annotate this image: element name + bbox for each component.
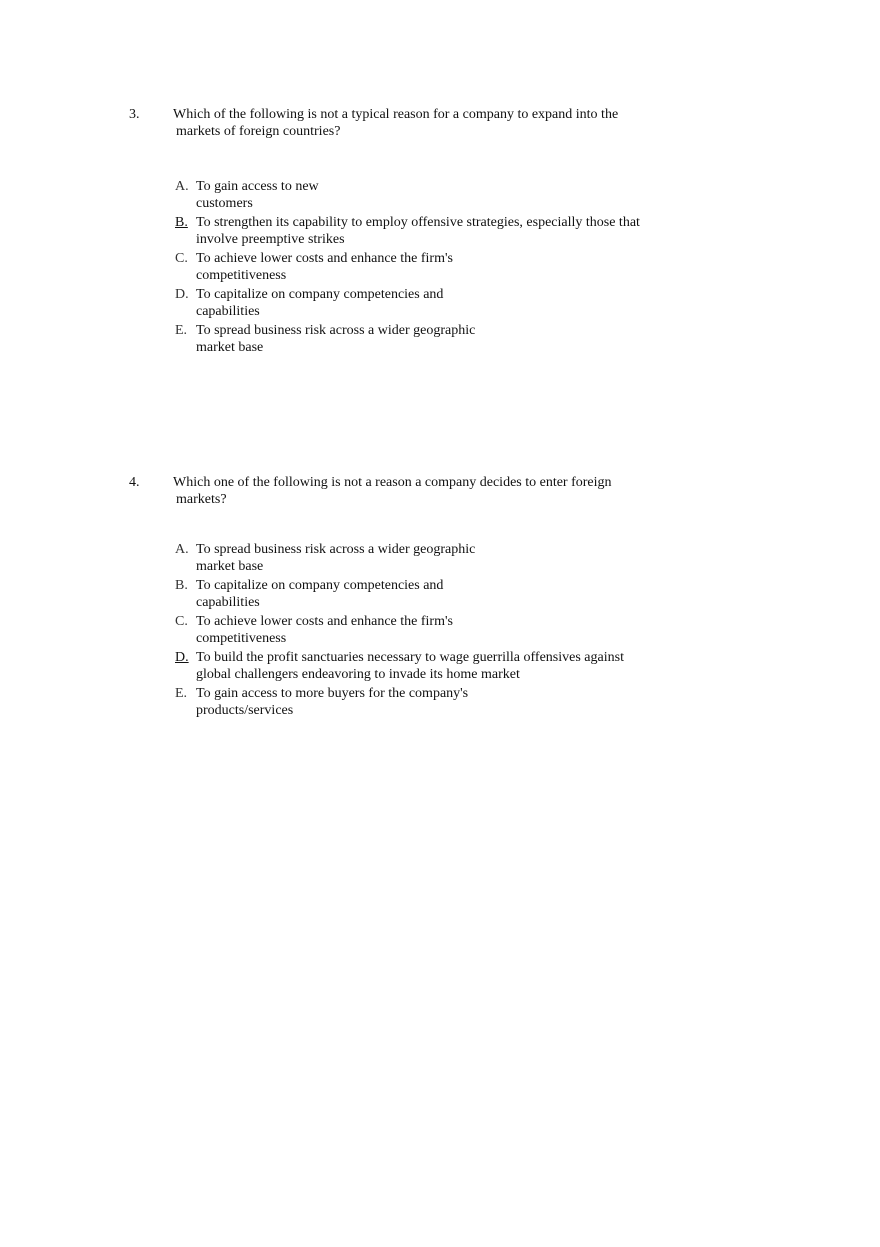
option-letter-correct: B. bbox=[175, 215, 188, 230]
question-header bbox=[129, 474, 689, 508]
option-d bbox=[129, 649, 689, 683]
option-c bbox=[129, 250, 689, 284]
option-letter: E. bbox=[175, 686, 188, 701]
question-4 bbox=[129, 474, 689, 721]
question-3 bbox=[129, 106, 689, 358]
option-text: To achieve lower costs and enhance the firm's competitiveness bbox=[196, 251, 453, 283]
option-e bbox=[129, 322, 689, 356]
option-text: To spread business risk across a wider geographic market base bbox=[196, 542, 476, 574]
option-c bbox=[129, 613, 689, 647]
option-letter: D. bbox=[175, 287, 189, 302]
option-letter: A. bbox=[175, 542, 189, 557]
option-e bbox=[129, 685, 689, 719]
option-letter: B. bbox=[175, 578, 188, 593]
option-letter: A. bbox=[175, 179, 189, 194]
option-b bbox=[129, 214, 689, 248]
option-letter: E. bbox=[175, 323, 188, 338]
option-text: To gain access to more buyers for the company's products/services bbox=[196, 686, 469, 718]
answer-options bbox=[129, 541, 689, 719]
option-b bbox=[129, 577, 689, 611]
option-text: To capitalize on company competencies and capabilities bbox=[196, 287, 444, 319]
option-a bbox=[129, 541, 689, 575]
answer-options bbox=[129, 178, 689, 356]
option-text: To capitalize on company competencies and capabilities bbox=[196, 578, 444, 610]
option-text: To gain access to new customers bbox=[196, 179, 319, 211]
option-text: To build the profit sanctuaries necessary to wage guerrilla offensives against global challengers endeavoring to invade its home market bbox=[196, 650, 624, 682]
option-a bbox=[129, 178, 689, 212]
question-number: 3. bbox=[129, 107, 140, 122]
option-letter: C. bbox=[175, 614, 188, 629]
option-text: To strengthen its capability to employ offensive strategies, especially those that involve preemptive strikes bbox=[196, 215, 640, 247]
question-header bbox=[129, 106, 689, 140]
question-prompt: Which one of the following is not a reason a company decides to enter foreign markets? bbox=[173, 475, 612, 507]
question-number: 4. bbox=[129, 475, 140, 490]
option-d bbox=[129, 286, 689, 320]
option-text: To spread business risk across a wider geographic market base bbox=[196, 323, 476, 355]
option-letter-correct: D. bbox=[175, 650, 189, 665]
option-letter: C. bbox=[175, 251, 188, 266]
question-prompt: Which of the following is not a typical reason for a company to expand into the markets of foreign countries? bbox=[173, 107, 619, 139]
option-text: To achieve lower costs and enhance the firm's competitiveness bbox=[196, 614, 453, 646]
